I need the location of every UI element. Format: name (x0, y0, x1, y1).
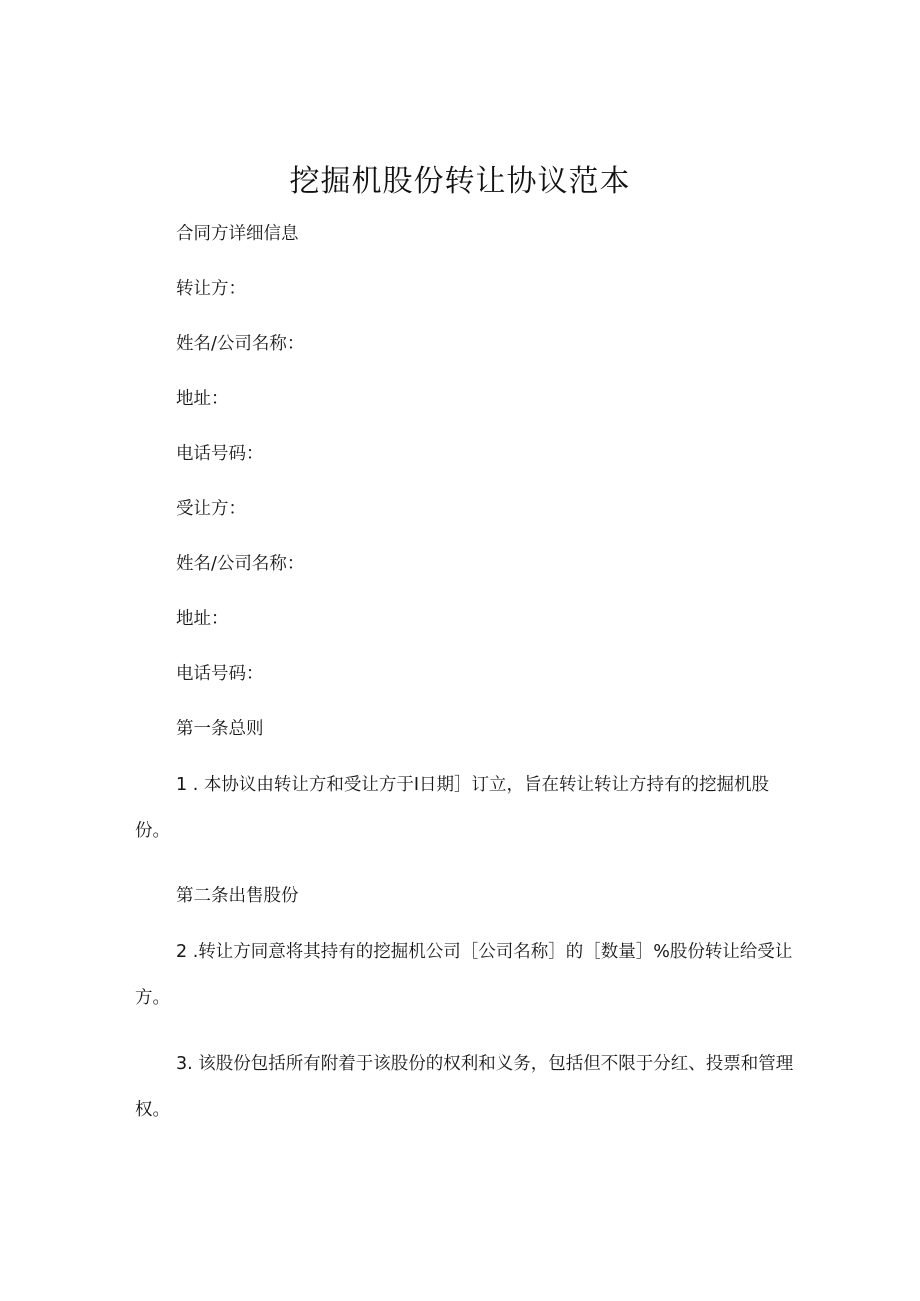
transferee-label: 受让方： (176, 499, 246, 519)
heading-party-details: 合同方详细信息 (176, 224, 299, 244)
article-1-heading: 第一条总则 (176, 719, 264, 739)
document-body (135, 222, 795, 1163)
transferee-phone-field: 电话号码： (176, 664, 264, 684)
transferee-address-field: 地址： (176, 609, 229, 629)
article-2-heading: 第二条出售股份 (176, 886, 299, 906)
document-title: 挖掘机股份转让协议范本 (289, 164, 631, 199)
transferee-name-field: 姓名/公司名称： (176, 554, 305, 574)
clause-2: 2 .转让方同意将其持有的挖掘机公司［公司名称］的［数量］%股份转让给受让方。 (135, 942, 793, 1008)
clause-3: 3. 该股份包括所有附着于该股份的权利和义务，包括但不限于分红、投票和管理权。 (135, 1054, 794, 1120)
transferor-label: 转让方： (176, 279, 246, 299)
transferor-name-field: 姓名/公司名称： (176, 334, 305, 354)
clause-1: 1 . 本协议由转让方和受让方于I日期］订立，旨在转让转让方持有的挖掘机股份。 (135, 775, 769, 841)
transferor-phone-field: 电话号码： (176, 444, 264, 464)
transferor-address-field: 地址： (176, 389, 229, 409)
